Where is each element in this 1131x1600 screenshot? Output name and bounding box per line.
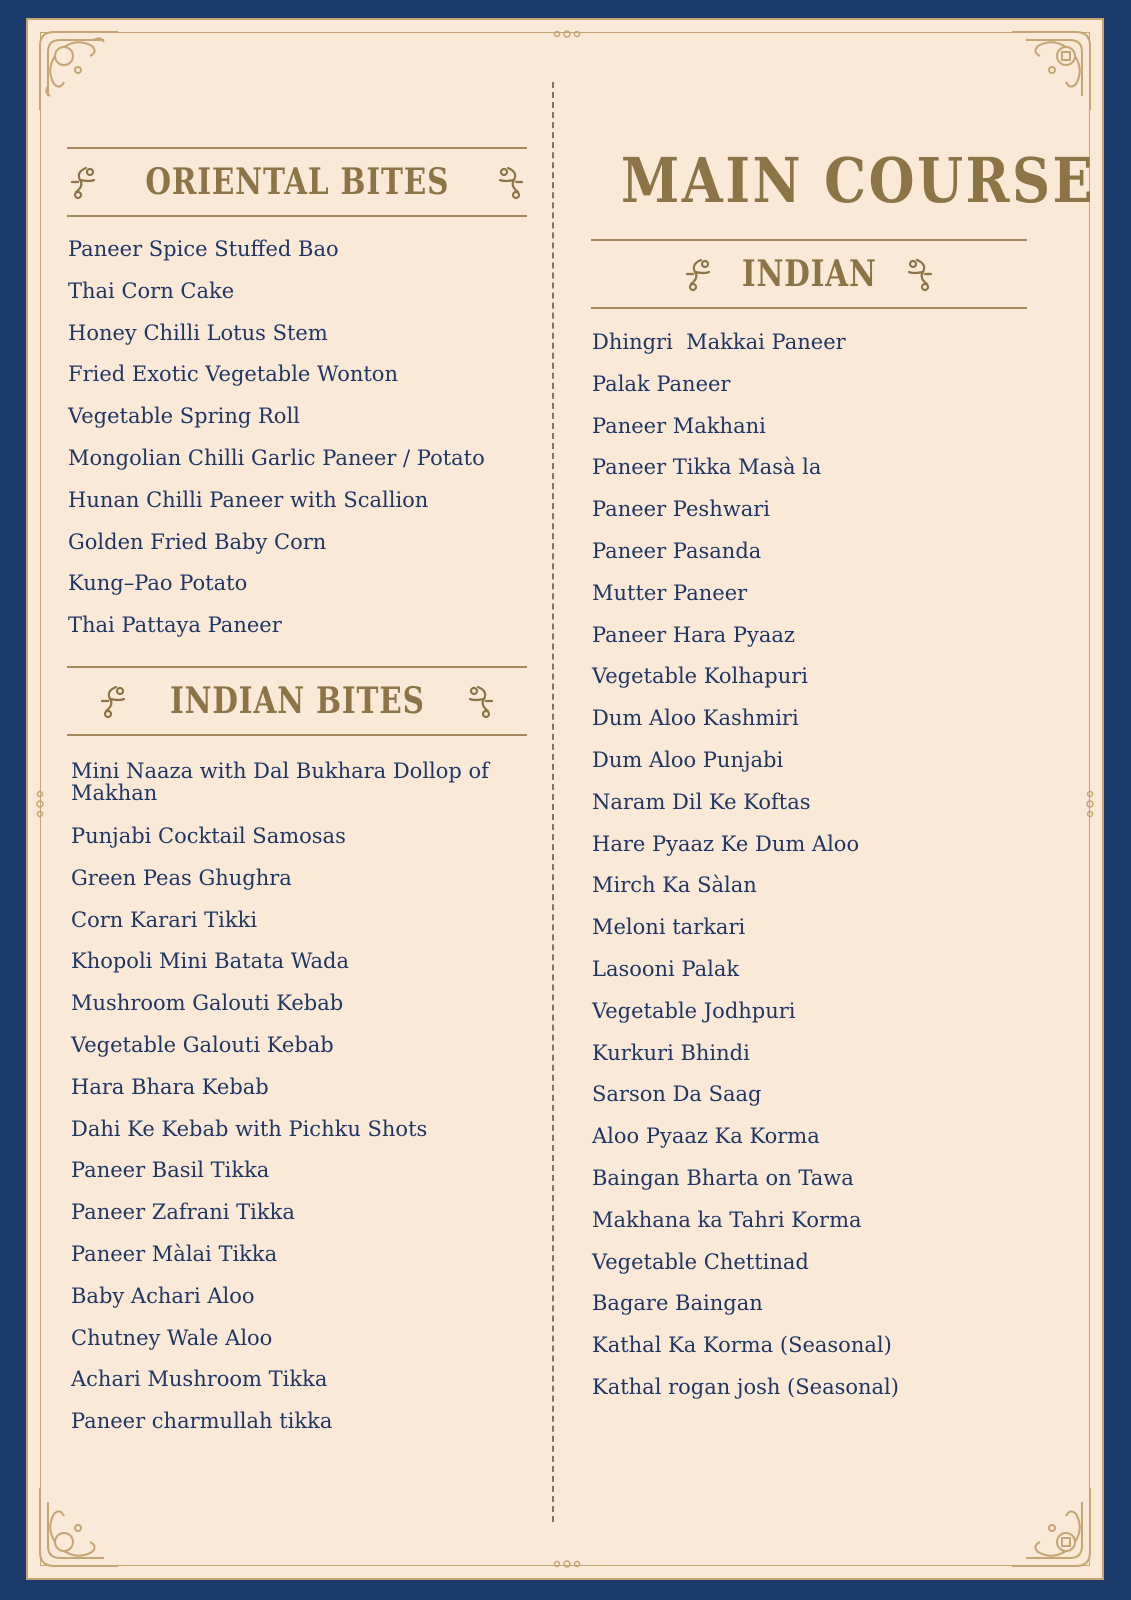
list-item: Dahi Ke Kebab with Pichku Shots [71, 1116, 428, 1141]
list-item: Kurkuri Bhindi [592, 1040, 750, 1065]
list-item: Baby Achari Aloo [71, 1283, 255, 1308]
list-item: Sarson Da Saag [592, 1082, 762, 1107]
list-item: Honey Chilli Lotus Stem [68, 320, 328, 345]
indian-header [591, 239, 1027, 309]
corner-ornament-icon [34, 26, 124, 116]
list-item: Paneer Zafrani Tikka [71, 1200, 295, 1225]
list-item: Palak Paneer [592, 371, 731, 396]
list-item: Mongolian Chilli Garlic Paneer / Potato [68, 445, 485, 470]
list-item: Vegetable Kolhapuri [592, 664, 809, 689]
list-item: Hare Pyaaz Ke Dum Aloo [592, 831, 860, 856]
list-item: Green Peas Ghughra [71, 865, 292, 890]
edge-ornament-icon [542, 22, 592, 46]
list-item: Meloni tarkari [592, 915, 746, 940]
list-item: Dum Aloo Kashmiri [592, 706, 799, 731]
list-item: Thai Pattaya Paneer [68, 613, 282, 638]
oriental-bites-list [68, 236, 485, 654]
list-item: Bagare Baingan [592, 1291, 763, 1316]
list-item: Paneer charmullah tikka [71, 1409, 333, 1434]
list-item: Hara Bhara Kebab [71, 1074, 269, 1099]
list-item: Makhana ka Tahri Korma [592, 1207, 862, 1232]
list-item: Paneer Pasanda [592, 538, 762, 563]
corner-ornament-icon [34, 1482, 124, 1572]
indian-bites-header [67, 666, 527, 736]
indian-bites-list [71, 760, 491, 1450]
section-title: ORIENTAL BITES [145, 161, 449, 203]
list-item: Khopoli Mini Batata Wada [71, 949, 349, 974]
list-item: Paneer Spice Stuffed Bao [68, 237, 339, 261]
list-item: Paneer Tikka Masà la [592, 455, 822, 480]
flourish-icon [905, 256, 935, 292]
list-item: Chutney Wale Aloo [71, 1325, 273, 1350]
corner-ornament-icon [1006, 1482, 1096, 1572]
section-title: INDIAN BITES [169, 680, 425, 722]
list-item: Vegetable Chettinad [592, 1249, 809, 1274]
list-item: Thai Corn Cake [68, 278, 235, 303]
list-item: Naram Dil Ke Koftas [592, 789, 811, 814]
flourish-icon [98, 683, 128, 719]
oriental-bites-header [67, 147, 527, 217]
edge-ornament-icon [542, 1552, 592, 1576]
list-item: Kathal rogan josh (Seasonal) [592, 1374, 899, 1399]
list-item: Paneer Hara Pyaaz [592, 622, 795, 647]
list-item: Fried Exotic Vegetable Wonton [68, 362, 398, 387]
corner-ornament-icon [1006, 26, 1096, 116]
flourish-icon [68, 164, 98, 200]
list-item: Hunan Chilli Paneer with Scallion [68, 487, 429, 512]
list-item: Vegetable Spring Roll [68, 404, 300, 429]
edge-ornament-icon [1078, 784, 1102, 824]
list-item: Mutter Paneer [592, 580, 748, 605]
list-item: Dum Aloo Punjabi [592, 747, 784, 772]
list-item: Kung–Pao Potato [68, 571, 248, 596]
list-item: Vegetable Jodhpuri [592, 998, 796, 1023]
main-course-title: MAIN COURSE [621, 144, 1096, 217]
list-item: Aloo Pyaaz Ka Korma [592, 1124, 820, 1149]
list-item: Paneer Peshwari [592, 497, 770, 522]
list-item: Paneer Basil Tikka [71, 1158, 270, 1183]
list-item: Achari Mushroom Tikka [71, 1367, 328, 1392]
list-item: Golden Fried Baby Corn [68, 529, 327, 554]
list-item: Paneer Màlai Tikka [71, 1241, 278, 1266]
flourish-icon [496, 164, 526, 200]
flourish-icon [466, 683, 496, 719]
flourish-icon [683, 256, 713, 292]
list-item: Mini Naaza with Dal Bukhara Dollop of Makhan [71, 759, 489, 805]
list-item: Corn Karari Tikki [71, 907, 258, 932]
list-item: Vegetable Galouti Kebab [71, 1032, 334, 1057]
indian-main-course-list [592, 329, 899, 1416]
list-item: Punjabi Cocktail Samosas [71, 824, 346, 848]
section-title: INDIAN [741, 253, 877, 295]
list-item: Mirch Ka Sàlan [592, 873, 757, 898]
list-item: Mushroom Galouti Kebab [71, 991, 344, 1016]
menu-page [26, 18, 1104, 1580]
list-item: Baingan Bharta on Tawa [592, 1165, 854, 1190]
list-item: Dhingri Makkai Paneer [592, 330, 846, 354]
list-item: Paneer Makhani [592, 413, 766, 438]
list-item: Kathal Ka Korma (Seasonal) [592, 1333, 892, 1358]
column-divider [552, 82, 554, 1522]
edge-ornament-icon [28, 784, 52, 824]
list-item: Lasooni Palak [592, 956, 740, 981]
